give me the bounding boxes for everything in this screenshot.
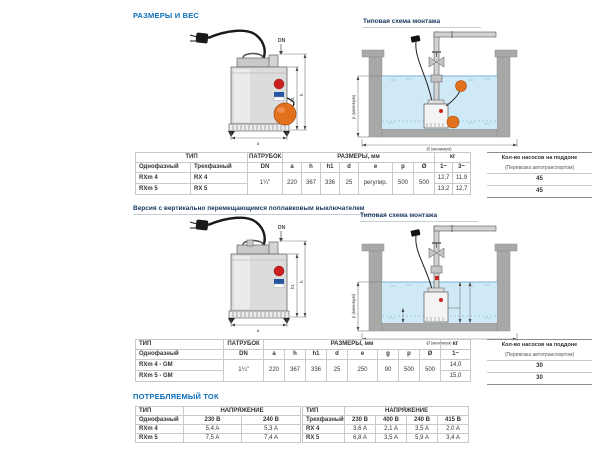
scheme-title-1: Типовая схема монтажа xyxy=(363,18,481,28)
t4-current: 3,5 A xyxy=(376,434,407,443)
float-at-surface xyxy=(456,81,467,92)
pallet-title: Кол-во насосов на поддоне xyxy=(501,154,578,161)
t2-col-e: e xyxy=(348,350,378,360)
t2-col-p: p xyxy=(399,350,420,360)
current-table-single-wrap xyxy=(135,406,300,443)
t4-current: 6,8 A xyxy=(345,434,376,443)
t1-dim-d: 25 xyxy=(340,173,359,195)
t2-model: RXm 5 - GM xyxy=(136,371,224,382)
pump-drawing-gm-version xyxy=(185,213,315,335)
t3-header-voltage: НАПРЯЖЕНИЕ xyxy=(184,407,301,416)
t1-header-dn: DN xyxy=(248,163,283,173)
t1-dim-h1: 336 xyxy=(321,173,340,195)
pump-drawing-float-version xyxy=(185,26,315,148)
t3-col-240: 240 В xyxy=(242,416,301,425)
t1-dn-value: 1¼" xyxy=(248,173,283,195)
t3-header-phase: Однофазный xyxy=(136,416,184,425)
t1-dim-diam: 500 xyxy=(414,173,435,195)
t2-dim-a: 220 xyxy=(264,360,285,382)
t3-current: 5,3 A xyxy=(242,425,301,434)
riser-pipe xyxy=(434,226,439,292)
t1-col-1ph: 1~ xyxy=(435,163,453,173)
t1-header-kg: кг xyxy=(435,153,471,163)
t2-dim-h: 367 xyxy=(285,360,306,382)
label-sticker xyxy=(274,92,284,97)
t2-header-single: Однофазный xyxy=(136,350,224,360)
t2-header-type: ТИП xyxy=(136,340,224,350)
suction-strainer xyxy=(229,311,289,318)
t4-current: 3,4 A xyxy=(438,434,469,443)
t2-model: RXm 4 - GM xyxy=(136,360,224,371)
t4-col-230: 230 В xyxy=(345,416,376,425)
table-row xyxy=(136,425,301,434)
t3-model: RXm 4 xyxy=(136,425,184,434)
t3-header-type: ТИП xyxy=(136,407,184,416)
t1-dim-h: 367 xyxy=(302,173,321,195)
current-table-single xyxy=(135,406,301,443)
installation-scheme-1 xyxy=(348,26,533,152)
outlet-port xyxy=(269,55,278,67)
pallet-info-1-wrap xyxy=(487,152,592,198)
t1-col-diam: Ø xyxy=(414,163,435,173)
pallet-info-1 xyxy=(487,152,592,198)
t2-dim-e: 250 xyxy=(348,360,378,382)
t4-current: 5,9 A xyxy=(407,434,438,443)
dim-a-label: a xyxy=(256,328,260,333)
dim-h-label: h xyxy=(299,93,304,96)
t4-model: RX 4 xyxy=(303,425,345,434)
dim-diameter-min-label: Ø (минимум) xyxy=(426,340,452,346)
pallet-info-2-wrap xyxy=(487,339,592,385)
t1-kg-3ph: 11,9 xyxy=(453,173,471,184)
pallet-title: Кол-во насосов на поддоне xyxy=(501,341,578,348)
t1-dim-a: 220 xyxy=(283,173,302,195)
dim-diameter-min-label: Ø (минимум) xyxy=(426,146,452,152)
riser-pipe xyxy=(434,32,439,104)
table-row xyxy=(303,425,469,434)
table-row xyxy=(136,173,471,184)
dimensions-table-1 xyxy=(135,152,471,195)
t1-kg-3ph: 12,7 xyxy=(453,184,471,195)
t1-header-three: Трехфазный xyxy=(191,163,248,173)
brand-badge xyxy=(274,266,284,276)
t4-col-400: 400 В xyxy=(376,416,407,425)
t4-col-240: 240 В xyxy=(407,416,438,425)
check-valve xyxy=(431,75,442,82)
t1-model-1ph: RXm 4 xyxy=(136,173,191,184)
t2-dn-value: 1¼" xyxy=(224,360,264,382)
t3-col-230: 230 В xyxy=(184,416,242,425)
badge-dot xyxy=(439,298,443,302)
t1-kg-1ph: 12,7 xyxy=(435,173,453,184)
suction-strainer xyxy=(229,124,289,131)
t1-model-3ph: RX 4 xyxy=(191,173,248,184)
table-row xyxy=(136,360,471,371)
t2-col-h: h xyxy=(285,350,306,360)
t4-model: RX 5 xyxy=(303,434,345,443)
t4-col-415: 415 В xyxy=(438,416,469,425)
t4-current: 3,5 A xyxy=(407,425,438,434)
t1-dim-e: регулир. xyxy=(359,173,393,195)
pipe-sticker xyxy=(435,276,439,280)
float-at-bottom xyxy=(447,116,459,128)
dim-h-label: h xyxy=(299,280,304,283)
pump-illustration-gm xyxy=(185,213,315,335)
t2-col-h1: h1 xyxy=(306,350,327,360)
pallet-qty: 30 xyxy=(487,373,592,385)
t2-dim-g: 90 xyxy=(378,360,399,382)
pump-in-pit xyxy=(424,104,448,128)
table-row xyxy=(303,434,469,443)
t1-col-e: e xyxy=(359,163,393,173)
power-plug-icon xyxy=(190,32,208,43)
t2-header-dn: DN xyxy=(224,350,264,360)
dimensions-table-1-wrap xyxy=(135,152,470,195)
t4-current: 2,0 A xyxy=(438,425,469,434)
power-plug-icon xyxy=(190,219,208,230)
pallet-qty: 45 xyxy=(487,174,592,186)
pallet-subtitle: (Перевозка автотранспортом) xyxy=(487,163,592,174)
vertical-float-guide xyxy=(247,240,253,246)
t1-model-1ph: RXm 5 xyxy=(136,184,191,195)
pump-illustration xyxy=(185,26,315,148)
t1-col-3ph: 3~ xyxy=(453,163,471,173)
t1-col-a: a xyxy=(283,163,302,173)
discharge-pipe xyxy=(434,32,496,37)
t2-col-g: g xyxy=(378,350,399,360)
float-switch-ball xyxy=(274,103,296,125)
plug-icon xyxy=(410,35,420,43)
t3-current: 7,5 A xyxy=(184,434,242,443)
badge-dot xyxy=(439,109,443,113)
t1-header-pipe: ПАТРУБОК xyxy=(248,153,283,163)
t1-dim-p: 500 xyxy=(393,173,414,195)
table-row xyxy=(136,434,301,443)
outlet-port xyxy=(269,242,278,254)
t2-header-pipe: ПАТРУБОК xyxy=(224,340,264,350)
installation-scheme-illustration-gm xyxy=(348,220,533,346)
dim-p-min-label: p (минимум) xyxy=(351,94,356,120)
t3-model: RXm 5 xyxy=(136,434,184,443)
discharge-pipe xyxy=(434,226,496,231)
label-sticker xyxy=(274,279,284,284)
dimensions-table-2-wrap xyxy=(135,339,470,382)
section-title-float-version: Версия с вертикально перемещающимся поплавковым выключателем xyxy=(133,205,378,215)
t2-dim-d: 25 xyxy=(327,360,348,382)
section-title-current: ПОТРЕБЛЯЕМЫЙ ТОК xyxy=(133,392,219,401)
t1-kg-1ph: 13,2 xyxy=(435,184,453,195)
current-table-three xyxy=(302,406,469,443)
t1-col-d: d xyxy=(340,163,359,173)
t4-header-phase: Трехфазный xyxy=(303,416,345,425)
plug-icon xyxy=(410,229,420,237)
check-valve xyxy=(431,266,442,273)
t3-current: 7,4 A xyxy=(242,434,301,443)
t4-current: 3,6 A xyxy=(345,425,376,434)
dim-h1-label: h1 xyxy=(290,283,295,289)
dimensions-table-2 xyxy=(135,339,471,382)
dim-p-min-label: p (минимум) xyxy=(351,293,356,319)
scheme-title-2: Типовая схема монтажа xyxy=(360,212,478,222)
t1-header-sizes: РАЗМЕРЫ, мм xyxy=(283,153,435,163)
t2-dim-h1: 336 xyxy=(306,360,327,382)
pallet-subtitle: (Перевозка автотранспортом) xyxy=(487,350,592,361)
t2-dim-p: 500 xyxy=(399,360,420,382)
section-title-dimensions: РАЗМЕРЫ И ВЕС xyxy=(133,11,200,20)
current-table-three-wrap xyxy=(302,406,468,443)
pallet-qty: 30 xyxy=(487,361,592,373)
t1-header-type: ТИП xyxy=(136,153,248,163)
t2-header-kg: кг xyxy=(441,340,471,350)
t3-current: 5,4 A xyxy=(184,425,242,434)
pallet-qty: 45 xyxy=(487,186,592,198)
t1-col-p: p xyxy=(393,163,414,173)
dim-a-label: a xyxy=(256,141,260,146)
installation-scheme-illustration xyxy=(348,26,533,152)
t1-col-h1: h1 xyxy=(321,163,340,173)
installation-scheme-2 xyxy=(348,220,533,346)
t2-dim-diam: 500 xyxy=(420,360,441,382)
brand-badge xyxy=(274,79,284,89)
dn-label: DN xyxy=(278,38,286,44)
t4-current: 2,1 A xyxy=(376,425,407,434)
t2-col-d: d xyxy=(327,350,348,360)
t4-header-type: ТИП xyxy=(303,407,345,416)
dim-h1-label: h1 xyxy=(290,96,295,102)
dn-label: DN xyxy=(278,225,286,231)
t2-kg-1ph: 15,0 xyxy=(441,371,471,382)
t2-col-diam: Ø xyxy=(420,350,441,360)
t1-model-3ph: RX 5 xyxy=(191,184,248,195)
pallet-info-2 xyxy=(487,339,592,385)
t2-col-1ph: 1~ xyxy=(441,350,471,360)
t2-header-sizes: РАЗМЕРЫ, мм xyxy=(264,340,441,350)
t1-col-h: h xyxy=(302,163,321,173)
t1-header-single: Однофазный xyxy=(136,163,191,173)
t2-kg-1ph: 14,0 xyxy=(441,360,471,371)
pump-in-pit xyxy=(424,292,448,322)
t4-header-voltage: НАПРЯЖЕНИЕ xyxy=(345,407,469,416)
t2-col-a: a xyxy=(264,350,285,360)
